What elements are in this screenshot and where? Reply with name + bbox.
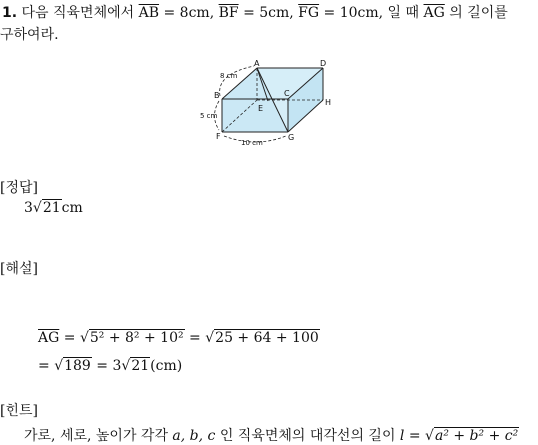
hint-text-1: 가로, 세로, 높이가 각각: [24, 428, 168, 444]
solution-sqrt-3: √189: [54, 358, 91, 374]
dim-bf: 5 cm: [200, 112, 218, 120]
segment-fg: $\overline{FG}$: [298, 5, 320, 21]
dim-ab: 8 cm: [220, 72, 238, 80]
hint-vars: a, b, c: [172, 428, 216, 444]
label-h: H: [325, 98, 332, 107]
eq-ab: = 8cm,: [163, 5, 215, 21]
cuboid-figure: [196, 56, 344, 148]
solution-line-2: [38, 358, 182, 374]
solution-sqrt-1: √5² + 8² + 10²: [79, 330, 184, 346]
solution-ag: $\overline{AG}$: [38, 330, 60, 346]
solution-line-1: [38, 330, 320, 346]
problem-text-3: 의 길이를: [449, 5, 508, 21]
solution-sqrt-2: √25 + 64 + 100: [205, 330, 319, 346]
label-g: G: [288, 133, 295, 142]
label-f: F: [216, 132, 221, 141]
solution-rad-1: 5² + 8² + 10²: [89, 330, 184, 346]
solution-unit: (cm): [150, 358, 183, 374]
segment-ag: $\overline{AG}$: [423, 5, 445, 21]
answer-coef: 3: [24, 200, 33, 216]
label-a: A: [254, 59, 260, 68]
solution-rad-2: 25 + 64 + 100: [215, 330, 319, 346]
hint-radicand: a² + b² + c²: [434, 428, 519, 444]
problem-statement: [2, 1, 508, 25]
label-b: B: [214, 91, 220, 100]
problem-number: 1.: [2, 5, 18, 21]
solution-rad-4: 21: [131, 358, 150, 374]
label-e: E: [258, 104, 264, 113]
solution-eq-3: =: [38, 358, 50, 374]
answer-heading: [정답]: [0, 180, 38, 196]
hint-text-2: 인 직육면체의 대각선의 길이: [219, 428, 396, 444]
solution-rad-3: 189: [64, 358, 91, 374]
label-d: D: [320, 59, 327, 68]
segment-bf: $\overline{BF}$: [218, 5, 239, 21]
hint-l-eq: l =: [399, 428, 421, 444]
answer-unit: cm: [61, 200, 83, 216]
solution-heading: [해설]: [0, 261, 38, 277]
dim-fg: 10 cm: [241, 139, 263, 147]
problem-text-1: 다음 직육면체에서: [21, 5, 135, 21]
answer-value: [24, 200, 83, 216]
problem-line-2: 구하여라.: [0, 27, 59, 43]
eq-bf: = 5cm,: [243, 5, 294, 21]
hint-text: [24, 425, 519, 445]
problem-text-2: 일 때: [387, 5, 420, 21]
answer-sqrt: √21: [32, 200, 61, 216]
hint-sqrt: √a² + b² + c²: [425, 428, 519, 444]
eq-fg: = 10cm,: [323, 5, 384, 21]
answer-radicand: 21: [42, 200, 61, 216]
segment-ab: $\overline{AB}$: [138, 5, 160, 21]
solution-eq-4: = 3: [96, 358, 122, 374]
solution-eq-1: =: [63, 330, 76, 346]
hint-heading: [힌트]: [0, 403, 38, 419]
label-c: C: [284, 89, 290, 98]
solution-sqrt-4: √21: [121, 358, 150, 374]
solution-eq-2: =: [189, 330, 201, 346]
